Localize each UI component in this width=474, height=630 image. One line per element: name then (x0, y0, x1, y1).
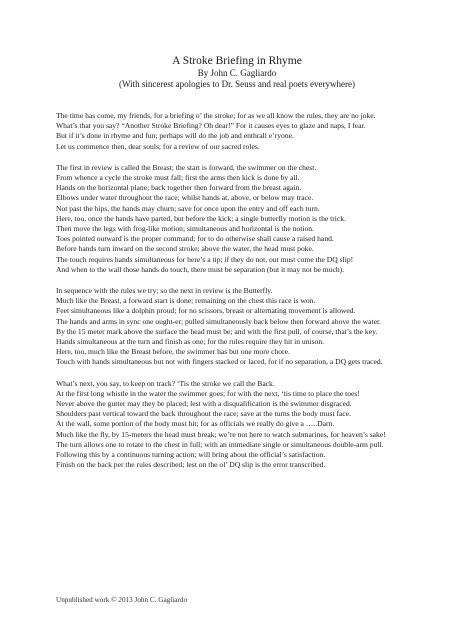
poem-line: At the wall, some portion of the body must hit; for as officials we really do give a …..Darn. (56, 419, 335, 429)
poem-line: Then move the legs with frog-like motion; simultaneous and horizontal is the notion. (56, 224, 314, 234)
stanza (56, 163, 428, 275)
poem-line: By the 15 meter mark above the surface the head must be; and with the first pull, of course, that’s the key. (56, 326, 378, 336)
stanza (56, 111, 428, 152)
poem-line: Toes pointed outward is the proper command; for to do otherwise shall cause a raised hand. (56, 234, 334, 244)
poem-line: Let us commence then, dear souls; for a review of our sacred roles. (56, 141, 260, 151)
poem-line: What’s that you say? “Another Stroke Briefing? Oh dear!” For it causes eyes to glaze and naps, I fear. (56, 121, 366, 131)
document-subtitle: (With sincerest apologies to Dr. Seuss and real poets everywhere) (118, 79, 356, 89)
stanza (56, 379, 428, 471)
poem-line: Never above the gutter may they be placed; lest with a disqualification is the swimmer disgraced. (56, 399, 352, 409)
poem-line: The touch requires hands simultaneous for here’s a tip; if they do not, out must come the DQ slip! (56, 254, 354, 264)
poem-line: What’s next, you say, to keep on track? ‘Tis the stroke we call the Back. (56, 378, 275, 388)
stanza (56, 286, 428, 368)
poem-line: Shoulders past vertical toward the back throughout the race; save at the turns the body must face. (56, 409, 352, 419)
poem-line: Elbows under water throughout the race; whilst hands at, above, or below may trace. (56, 193, 314, 203)
poem-line: Finish on the back per the rules described; lest on the ol’ DQ slip is the error transcribed. (56, 460, 326, 470)
poem-line: The turn allows one to rotate to the chest in full; with an immediate single or simultaneous double-arm pull. (56, 439, 384, 449)
poem-line: And when to the wall those hands do touch, there must be separation (but it may not be much). (56, 264, 345, 274)
poem-line: Before hands turn inward on the second stroke; above the water, the head must poke. (56, 244, 314, 254)
poem-body (56, 111, 428, 482)
poem-line: Touch with hands simultaneous but not with fingers stacked or laced, for if no separation, a DQ gets traced. (56, 357, 383, 367)
poem-line: Here, too, once the hands have parted, but before the kick; a single butterfly motion is the trick. (56, 213, 346, 223)
poem-line: In sequence with the rules we try; so the next in review is the Butterfly. (56, 286, 273, 296)
poem-line: Here, too, much like the Breast before, the swimmer has but one more chore. (56, 347, 290, 357)
poem-line: Not past the hips, the hands may churn; save for once upon the entry and off each turn. (56, 203, 320, 213)
poem-line: Following this by a continuous turning action; will bring about the official’s satisfaction. (56, 450, 326, 460)
document-author: By John C. Gagliardo (197, 68, 277, 78)
poem-line: Much like the fly, by 15-meters the head must break; we’re not here to watch submarines, for heaven’s sake! (56, 429, 386, 439)
poem-line: Hands simultaneous at the turn and finish as one; for the rules require they hit in unison. (56, 337, 325, 347)
poem-line: At the first long whistle in the water the swimmer goes; for with the next, ‘tis time to place the toes! (56, 388, 360, 398)
poem-line: The hands and arms in sync one ought-er; pulled simultaneously back below then forward above the water. (56, 316, 381, 326)
copyright-footer: Unpublished work © 2013 John C. Gagliardo (56, 596, 188, 604)
document-header (0, 55, 474, 90)
document-title: A Stroke Briefing in Rhyme (172, 55, 302, 67)
poem-line: Much like the Breast, a forward start is done; remaining on the chest this race is won. (56, 296, 316, 306)
poem-line: Feet simultaneous like a dolphin proud; for no scissors, breast or alternating movement is allowed. (56, 306, 356, 316)
poem-line: The first in review is called the Breast; the start is forward, the swimmer on the chest. (56, 162, 317, 172)
poem-line: But if it’s done in rhyme and fun; perhaps will do the job and enthrall e’ryone. (56, 131, 294, 141)
poem-line: From whence a cycle the stroke must fall; first the arms then kick is done by all. (56, 173, 300, 183)
poem-line: The time has come, my friends, for a briefing o’ the stroke; for as we all know the rules, they are no joke. (56, 111, 376, 120)
poem-line: Hands on the horizontal plane; back together then forward from the breast again. (56, 183, 302, 193)
